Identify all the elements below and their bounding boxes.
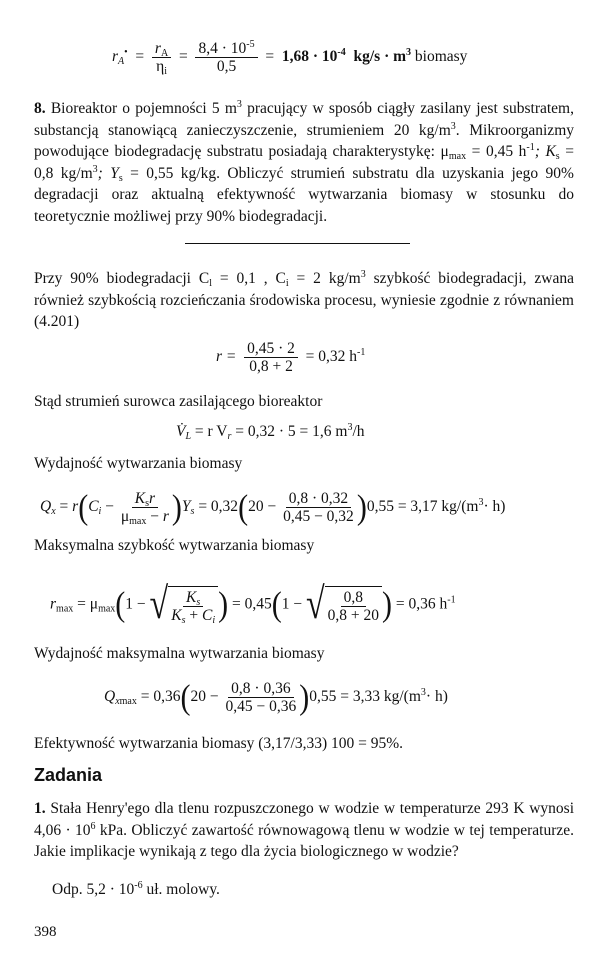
task-1-answer: Odp. $5,2 \cdot 10^{-6}$ uł. molowy. <box>52 880 220 898</box>
page-number: 398 <box>34 924 57 940</box>
equation-v: $V̇_L = r$ $V_r = 0,32 \cdot 5 = 1,6$ $m^3/h$ <box>176 422 365 442</box>
max-rate-text: Maksymalna szybkość wytwarzania biomasy <box>34 537 315 554</box>
task-1: 1. Stała Henry'ego dla tlenu rozpuszczonego w wodzie w temperaturze 293 K wynosi $4,06 \cdot 10^6$ kPa. Obliczyć zawartość równowagową tlenu w wodzie w tej temperaturze. Jakie implikacje wynikają z tego dla życia biologicznego w wodzie? <box>34 800 574 860</box>
efficiency-text: Efektywność wytwarzania biomasy (3,17/3,33) 100 = 95%. <box>34 735 404 752</box>
section-divider <box>185 243 410 244</box>
problem-8: 8. Bioreaktor o pojemności 5 $m^3$ pracujący w sposób ciągły zasilany jest substratem, substancją stanowiącą zanieczyszczenie, strumieniem 20 $kg/m^3$. Mikroorganizmy powodujące biodegradację substratu posiadają charakterystykę: $\mu_{max} = 0,45$ $h^{-1}$; $K_s = 0,8$ $kg/m^3$; $Y_s = 0,55$ kg/kg. Obliczyć strumień substratu dla uzyskania jego 90% degradacji oraz aktualną efektywność wytwarzania biomasy w stosunku do teoretycznie możliwej przy 90% biodegradacji. <box>34 99 575 225</box>
max-yield-text: Wydajność maksymalna wytwarzania biomasy <box>34 645 325 662</box>
solution-intro: Przy 90% biodegradacji $C_l = 0,1$ , $C_i = 2$ $kg/m^3$ szybkość biodegradacji, zwana również szybkością rozcieńczania środowiska procesu, wyniesie zgodnie z równaniem (4.201) <box>34 269 574 330</box>
equation-r-star: $r_A^•$ = $\frac{r_A}{\eta_i}$ = $\frac{8,4 \cdot 10^{-5}}{0,5}$ = $1,68 \cdot 10^{-4}$ $kg/s \cdot m^3$ biomasy <box>112 39 468 77</box>
yield-text: Wydajność wytwarzania biomasy <box>34 455 243 472</box>
stream-text: Stąd strumień surowca zasilającego bioreaktor <box>34 393 323 410</box>
equation-qx: $Q_x = r(C_i$ − $\frac{K_sr}{\mu_{max} - r}$ )$Y_s = 0,32(20$ − $\frac{0,8 \cdot 0,32}{0,45 - 0,32}$ )0,55 = 3,17 $kg/(m^3\cdot h)$ <box>40 487 506 527</box>
tasks-heading: Zadania <box>34 765 103 785</box>
equation-qxmax: $Q_{xmax} = 0,36(20$ − $\frac{0,8 \cdot 0,36}{0,45 - 0,36}$ )0,55 = 3,33 $kg/(m^3\cdot h)$ <box>104 677 448 716</box>
equation-rmax: $r_{max} = \mu_{max}(1$ − √ $\frac{K_s}{K_s + C_i}$ ) = 0,45(1 − √ $\frac{0,8}{0,8 + 20}$ ) = 0,36 $h^{-1}$ <box>50 580 456 629</box>
equation-r: r = $\frac{0,45 \cdot 2}{0,8 + 2}$ = 0,32 $h^{-1}$ <box>216 340 366 375</box>
